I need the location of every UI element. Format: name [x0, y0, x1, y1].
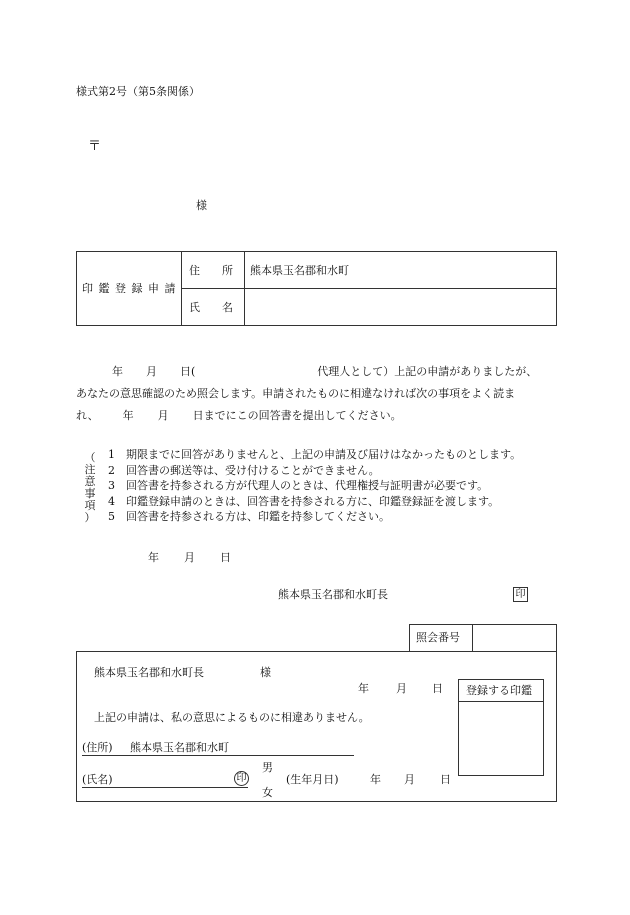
- caution-item: 2 回答書の郵送等は、受け付けることができません。: [108, 463, 380, 477]
- issue-date-month: 月: [184, 551, 195, 564]
- reference-number-label: 照会番号: [416, 631, 460, 644]
- reply-address-label: (住所): [82, 741, 113, 754]
- birthdate-label: (生年月日): [286, 773, 339, 786]
- notice-line-3-prefix: れ、: [76, 409, 99, 422]
- issuer-name: 熊本県玉名郡和水町長: [278, 588, 388, 601]
- registration-header: 印 鑑 登 録 申 請: [82, 282, 177, 295]
- issue-date-day: 日: [220, 551, 231, 564]
- name-label: 氏 名: [189, 301, 233, 314]
- applicant-seal-mark: 印: [234, 771, 249, 786]
- sex-female[interactable]: 女: [262, 786, 273, 799]
- notice-deadline-year: 年: [122, 409, 134, 422]
- form-number: 様式第2号（第5条関係）: [76, 85, 200, 98]
- caution-item: 1 期限までに回答がありませんと、上記の申請及び届けはなかったものとします。: [108, 448, 522, 461]
- reply-addressee: 熊本県玉名郡和水町長: [94, 666, 204, 679]
- reply-statement: 上記の申請は、私の意思によるものに相違ありません。: [94, 711, 370, 724]
- notice-date-day: 日(: [180, 365, 196, 378]
- notice-line-2: あなたの意思確認のため照会します。申請されたものに相違なければ次の事項をよく読ま: [76, 387, 516, 400]
- reply-date-month: 月: [396, 682, 407, 695]
- registered-seal-label: 登録する印鑑: [466, 684, 532, 697]
- reply-name-label: (氏名): [82, 773, 113, 786]
- address-label: 住 所: [189, 264, 233, 277]
- reply-honorific: 様: [260, 666, 271, 679]
- issue-date-year: 年: [148, 551, 159, 564]
- notice-paragraph: [76, 361, 556, 427]
- notice-line-3-suffix: 日までにこの回答書を提出してください。: [192, 409, 402, 422]
- reply-address-value: 熊本県玉名郡和水町: [130, 741, 229, 754]
- notice-agent-text: 代理人として）上記の申請がありましたが、: [317, 365, 538, 378]
- cautions-heading: （ 注 意 事 項 ）: [84, 451, 96, 524]
- notice-date-year: 年: [112, 365, 123, 378]
- addressee-honorific: 様: [196, 199, 207, 212]
- caution-item: 3 回答書を持参される方が代理人のときは、代理権授与証明書が必要です。: [108, 479, 489, 492]
- name-underline: [82, 787, 248, 788]
- birth-year: 年: [370, 773, 381, 786]
- notice-deadline-month: 月: [157, 409, 169, 422]
- reply-date-year: 年: [358, 682, 369, 695]
- sex-male[interactable]: 男: [262, 761, 273, 774]
- birth-day: 日: [440, 773, 451, 786]
- cautions-list: [108, 447, 521, 525]
- birth-month: 月: [404, 773, 415, 786]
- reply-date-day: 日: [432, 682, 443, 695]
- caution-item: 5 回答書を持参される方は、印鑑を持参してください。: [108, 510, 390, 523]
- address-value: 熊本県玉名郡和水町: [250, 264, 349, 277]
- address-underline: [82, 755, 354, 756]
- postal-mark: 〒: [88, 139, 102, 154]
- caution-item: 4 印鑑登録申請のときは、回答書を持参される方に、印鑑登録証を渡します。: [108, 494, 500, 508]
- notice-date-month: 月: [146, 365, 157, 378]
- official-seal-mark: 印: [513, 587, 528, 602]
